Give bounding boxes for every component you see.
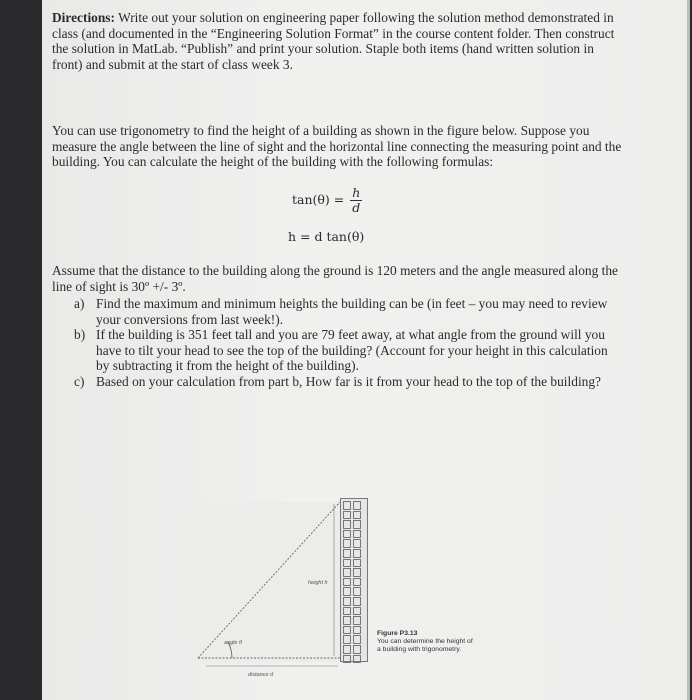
window bbox=[343, 635, 351, 644]
height-formula: h = d tan(θ) bbox=[288, 229, 365, 244]
window bbox=[343, 530, 351, 539]
question-list bbox=[74, 296, 614, 389]
trigonometry-figure bbox=[192, 490, 482, 690]
list-item bbox=[74, 374, 614, 390]
directions-paragraph bbox=[52, 10, 622, 72]
list-marker: a) bbox=[74, 296, 85, 311]
figure-caption bbox=[377, 630, 477, 654]
window bbox=[353, 520, 361, 529]
height-label: height h bbox=[308, 580, 328, 586]
window bbox=[353, 549, 361, 558]
window bbox=[353, 511, 361, 520]
window bbox=[353, 597, 361, 606]
document-page bbox=[42, 0, 690, 700]
list-item bbox=[74, 296, 614, 327]
window bbox=[353, 635, 361, 644]
distance-label: distance d bbox=[248, 672, 274, 678]
question-text: Find the maximum and minimum heights the building can be (in feet – you may need to review your conversions from last week!). bbox=[96, 296, 608, 327]
building bbox=[340, 498, 368, 662]
window bbox=[353, 607, 361, 616]
window bbox=[343, 568, 351, 577]
window bbox=[343, 559, 351, 568]
window bbox=[343, 501, 351, 510]
window bbox=[353, 587, 361, 596]
list-marker: c) bbox=[74, 373, 85, 389]
caption-text: You can determine the height of a building with trigonometry. bbox=[377, 638, 473, 653]
window bbox=[343, 539, 351, 548]
assumption-paragraph: Assume that the distance to the building along the ground is 120 meters and the angle measured along the line of sight is 30º +/- 3º. bbox=[52, 263, 618, 294]
window bbox=[353, 578, 361, 587]
tangent-formula-lhs: tan(θ) = bbox=[292, 192, 345, 207]
window bbox=[343, 655, 351, 664]
window bbox=[343, 549, 351, 558]
fraction bbox=[350, 186, 362, 215]
window bbox=[353, 616, 361, 625]
directions-text: Write out your solution on engineering paper following the solution method demonstrated in class (and documented in the “Engineering Solution Format” in the course content folder. Then construct the solution in MatLab. “Publish” and print your solution. Staple both items (hand written solution in front) and submit at the start of class week 3. bbox=[52, 10, 615, 72]
window bbox=[343, 607, 351, 616]
window bbox=[353, 645, 361, 654]
window bbox=[353, 626, 361, 635]
window bbox=[343, 511, 351, 520]
caption-title: Figure P3.13 bbox=[377, 630, 418, 637]
window bbox=[343, 616, 351, 625]
fraction-numerator: h bbox=[352, 185, 361, 200]
window bbox=[343, 626, 351, 635]
intro-paragraph: You can use trigonometry to find the height of a building as shown in the figure below. Suppose you measure the angle between the line of sight and the horizontal line connecting the measuring point and the building. You can calculate the height of the building with the following formulas: bbox=[52, 123, 622, 169]
window bbox=[353, 655, 361, 664]
window bbox=[343, 578, 351, 587]
list-item bbox=[74, 327, 614, 374]
question-text: If the building is 351 feet tall and you are 79 feet away, at what angle from the ground will you have to tilt your head to see the top of the building? (Account for your height in this calculation by subtracting it from the height of the building). bbox=[96, 327, 608, 373]
window bbox=[343, 520, 351, 529]
window bbox=[343, 587, 351, 596]
window bbox=[343, 645, 351, 654]
window bbox=[353, 559, 361, 568]
list-marker: b) bbox=[74, 327, 86, 342]
window bbox=[353, 568, 361, 577]
question-text: Based on your calculation from part b, How far is it from your head to the top of the building? bbox=[96, 373, 601, 389]
angle-label: angle θ bbox=[224, 640, 242, 646]
window bbox=[353, 530, 361, 539]
window bbox=[353, 539, 361, 548]
fraction-denominator: d bbox=[352, 200, 361, 215]
page-edge bbox=[687, 0, 690, 700]
figure-diagram bbox=[192, 490, 482, 690]
directions-label: Directions: bbox=[52, 10, 115, 25]
window bbox=[353, 501, 361, 510]
window bbox=[343, 597, 351, 606]
tangent-formula bbox=[292, 186, 362, 215]
